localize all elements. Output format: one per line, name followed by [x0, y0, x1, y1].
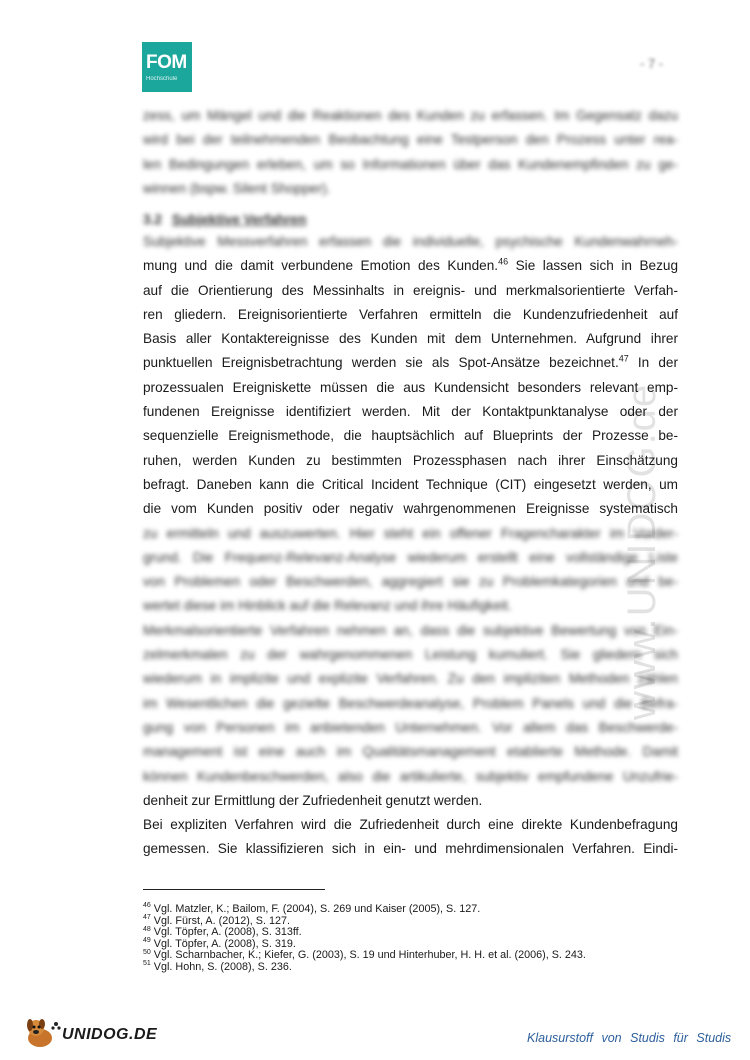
text-line: zu ermitteln und auszuwerten. Hier steht ein offener Fragencharakter im Vorder- — [143, 525, 678, 541]
brand-name: UNIDOG.DE — [62, 1026, 158, 1043]
unidog-logo[interactable] — [22, 1016, 158, 1050]
footnote-divider — [143, 889, 325, 890]
footer-slogan: Klausurstoff von Studis für Studis — [527, 1031, 732, 1045]
text-line: Basis aller Kontaktereignisse des Kunden mit dem Unternehmen. Aufgrund ihrer — [143, 331, 678, 347]
text-line: prozessualen Ereigniskette müssen die aus Kundensicht besonders relevant emp- — [143, 379, 678, 395]
section-number: 3.2 — [143, 212, 162, 227]
section-title: Subjektive Verfahren — [171, 212, 307, 227]
logo-text: FOM — [146, 52, 187, 73]
text-line: mung und die damit verbundene Emotion des Kunden.$^{46}$ Sie lassen sich in Bezug — [143, 256, 678, 274]
text-line: sequenzielle Ereignismethode, die hauptsächlich auf Blueprints der Prozesse be- — [143, 428, 678, 444]
text-line: Subjektive Messverfahren erfassen die individuelle, psychische Kundenwahrneh- — [143, 234, 678, 249]
text-line: len Bedingungen erleben, um so Informationen über das Kundenempfinden zu ge- — [143, 156, 678, 172]
text-line: wird bei der teilnehmenden Beobachtung eine Testperson den Prozess unter rea- — [143, 132, 678, 148]
footnote-ref: 46 — [498, 256, 509, 267]
text-line: zess, um Mängel und die Reaktionen des Kunden zu erfassen. Im Gegensatz dazu — [143, 108, 678, 123]
text-line: die vom Kunden positiv oder negativ wahrgenommenen Ereignisse systematisch — [143, 501, 678, 517]
text-line: denheit zur Ermittlung der Zufriedenheit genutzt werden. — [143, 792, 483, 808]
text-line: grund. Die Frequenz-Relevanz-Analyse wiederum erstellt eine vollständige Liste — [143, 549, 678, 565]
text-line: können Kundenbeschwerden, also die artikulierte, subjektiv empfundene Unzufrie- — [143, 768, 678, 784]
text-line: management ist eine auch im Qualitätsmanagement etablierte Methode. Damit — [143, 744, 678, 760]
section-heading — [143, 208, 678, 232]
watermark: www.UNIDOG.de — [620, 382, 664, 720]
dog-icon — [22, 1016, 62, 1050]
text-line: fundenen Ereignisse identifiziert werden. Mit der Kontaktpunktanalyse oder der — [143, 404, 678, 420]
text-line: ruhen, werden Kunden zu bestimmten Prozessphasen nach ihrer Einschätzung — [143, 452, 678, 468]
text-line: punktuellen Ereignisbetrachtung werden sie als Spot-Ansätze bezeichnet.$^{47}$ In der — [143, 353, 678, 371]
text-line: gemessen. Sie klassifizieren sich in ein- und mehrdimensionalen Verfahren. Eindi- — [143, 841, 678, 857]
text-line: zelmerkmalen zu der wahrgenommenen Leistung kumuliert. Sie gliedern sich — [143, 647, 678, 663]
text-line: befragt. Daneben kann die Critical Incident Technique (CIT) eingesetzt werden, um — [143, 476, 678, 492]
footnote: $^{48}$ Vgl. Töpfer, A. (2008), S. 313ff. — [143, 925, 302, 939]
text-line: winnen (bspw. Silent Shopper). — [143, 180, 331, 196]
footnote: $^{50}$ Vgl. Scharnbacher, K.; Kiefer, G. (2003), S. 19 und Hinterhuber, H. H. et al. (2006), S. 243. — [143, 948, 586, 962]
text-line: ren gliedern. Ereignisorientierte Verfahren ermitteln die Kundenzufriedenheit auf — [143, 306, 678, 322]
footnote: $^{49}$ Vgl. Töpfer, A. (2008), S. 319. — [143, 937, 296, 950]
text-line: wertet diese im Hinblick auf die Relevanz und ihre Häufigkeit. — [143, 598, 512, 614]
footnote: $^{47}$ Vgl. Fürst, A. (2012), S. 127. — [143, 914, 291, 927]
footnote-ref: 47 — [618, 353, 629, 364]
text-line: gung von Personen im anbietenden Unternehmen. Vor allem das Beschwerde- — [143, 719, 678, 735]
footnote: $^{51}$ Vgl. Hohn, S. (2008), S. 236. — [143, 960, 292, 973]
main-body — [143, 230, 678, 862]
text-line: im Wesentlichen die gezielte Beschwerdeanalyse, Problem Panels und die Befra- — [143, 695, 678, 711]
text-line: auf die Orientierung des Messinhalts in ereignis- und merkmalsorientierte Verfah- — [143, 282, 678, 298]
text-line: Merkmalsorientierte Verfahren nehmen an, dass die subjektive Bewertung von Ein- — [143, 622, 678, 638]
text-line: Bei expliziten Verfahren wird die Zufriedenheit durch eine direkte Kundenbefragung — [143, 817, 678, 833]
footnotes — [143, 904, 703, 974]
top-paragraph — [143, 104, 678, 201]
logo-subtext: Hochschule — [146, 76, 178, 82]
page-number: - 7 - — [640, 56, 664, 71]
footnote: $^{46}$ Vgl. Matzler, K.; Bailom, F. (2004), S. 269 und Kaiser (2005), S. 127. — [143, 902, 481, 915]
text-line: wiederum in implizite und explizite Verfahren. Zu den impliziten Methoden zählen — [143, 671, 678, 687]
text-line: von Problemen oder Beschwerden, aggregiert sie zu Problemkategorien und be- — [143, 574, 678, 590]
fom-logo — [142, 42, 192, 92]
